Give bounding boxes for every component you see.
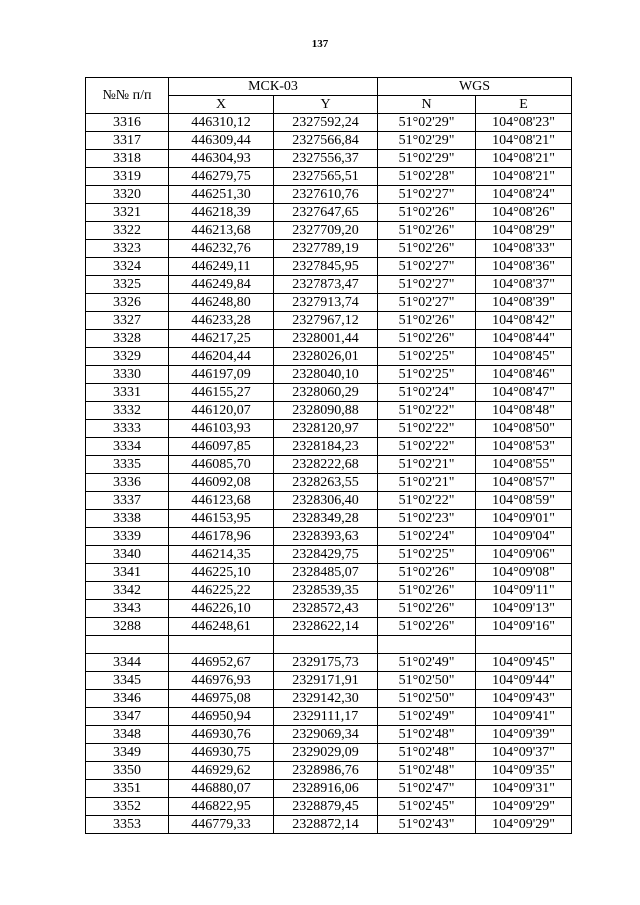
cell-e: 104°08'29" [476, 222, 572, 240]
table-row [86, 294, 572, 312]
table-row [86, 798, 572, 816]
cell-n: 51°02'21" [378, 474, 476, 492]
cell-number: 3342 [86, 582, 169, 600]
cell-n: 51°02'29" [378, 114, 476, 132]
cell-y: 2328090,88 [274, 402, 378, 420]
table-row [86, 150, 572, 168]
cell-n: 51°02'23" [378, 510, 476, 528]
cell-n: 51°02'49" [378, 654, 476, 672]
cell-x: 446248,61 [169, 618, 274, 636]
cell-x: 446952,67 [169, 654, 274, 672]
cell-x: 446213,68 [169, 222, 274, 240]
header-number: №№ п/п [86, 78, 169, 114]
header-y: Y [274, 96, 378, 114]
cell-e: 104°09'13" [476, 600, 572, 618]
cell-y: 2327709,20 [274, 222, 378, 240]
cell-e: 104°08'44" [476, 330, 572, 348]
cell-y: 2329142,30 [274, 690, 378, 708]
cell-y: 2328120,97 [274, 420, 378, 438]
cell-n: 51°02'25" [378, 348, 476, 366]
cell-y: 2327647,65 [274, 204, 378, 222]
cell-number: 3352 [86, 798, 169, 816]
cell-x: 446779,33 [169, 816, 274, 834]
cell-y: 2328184,23 [274, 438, 378, 456]
cell-number: 3330 [86, 366, 169, 384]
cell-x: 446930,76 [169, 726, 274, 744]
cell-x: 446248,80 [169, 294, 274, 312]
cell-number: 3329 [86, 348, 169, 366]
table-row [86, 672, 572, 690]
cell-x: 446310,12 [169, 114, 274, 132]
header-n: N [378, 96, 476, 114]
cell-y: 2327913,74 [274, 294, 378, 312]
cell-number: 3328 [86, 330, 169, 348]
cell-x: 446214,35 [169, 546, 274, 564]
cell-number: 3326 [86, 294, 169, 312]
cell-n: 51°02'24" [378, 384, 476, 402]
cell-n: 51°02'50" [378, 690, 476, 708]
cell-n: 51°02'28" [378, 168, 476, 186]
cell-n: 51°02'26" [378, 564, 476, 582]
cell-x: 446930,75 [169, 744, 274, 762]
cell-n: 51°02'43" [378, 816, 476, 834]
table-row [86, 744, 572, 762]
cell-y: 2329029,09 [274, 744, 378, 762]
cell-x: 446233,28 [169, 312, 274, 330]
cell-number: 3332 [86, 402, 169, 420]
cell-number: 3350 [86, 762, 169, 780]
cell-number: 3335 [86, 456, 169, 474]
cell-x: 446120,07 [169, 402, 274, 420]
cell-n: 51°02'26" [378, 618, 476, 636]
cell-x: 446929,62 [169, 762, 274, 780]
cell-n: 51°02'22" [378, 438, 476, 456]
cell-e: 104°08'21" [476, 132, 572, 150]
cell-x: 446123,68 [169, 492, 274, 510]
cell-number: 3339 [86, 528, 169, 546]
cell-e: 104°08'37" [476, 276, 572, 294]
cell-n: 51°02'21" [378, 456, 476, 474]
table-row [86, 708, 572, 726]
cell-n: 51°02'24" [378, 528, 476, 546]
cell-y: 2328986,76 [274, 762, 378, 780]
table-row [86, 780, 572, 798]
cell-n: 51°02'48" [378, 762, 476, 780]
cell-n: 51°02'27" [378, 258, 476, 276]
cell-x: 446976,93 [169, 672, 274, 690]
cell-y: 2328622,14 [274, 618, 378, 636]
cell-e: 104°09'16" [476, 618, 572, 636]
cell-y: 2328539,35 [274, 582, 378, 600]
table-row [86, 186, 572, 204]
table-row [86, 582, 572, 600]
cell-n: 51°02'48" [378, 726, 476, 744]
cell-number: 3344 [86, 654, 169, 672]
cell-e: 104°08'45" [476, 348, 572, 366]
cell-n: 51°02'50" [378, 672, 476, 690]
cell-n: 51°02'25" [378, 546, 476, 564]
cell-x: 446975,08 [169, 690, 274, 708]
cell-x: 446304,93 [169, 150, 274, 168]
cell-y: 2328872,14 [274, 816, 378, 834]
table-row [86, 564, 572, 582]
cell-y: 2329171,91 [274, 672, 378, 690]
cell-y: 2328485,07 [274, 564, 378, 582]
cell-n: 51°02'22" [378, 402, 476, 420]
cell-n: 51°02'45" [378, 798, 476, 816]
cell-n: 51°02'26" [378, 330, 476, 348]
table-row [86, 168, 572, 186]
cell-n: 51°02'27" [378, 186, 476, 204]
cell-y: 2328222,68 [274, 456, 378, 474]
cell-e: 104°08'46" [476, 366, 572, 384]
table-row [86, 204, 572, 222]
table-row [86, 546, 572, 564]
cell-e: 104°09'41" [476, 708, 572, 726]
cell-y: 2327566,84 [274, 132, 378, 150]
cell-y: 2328040,10 [274, 366, 378, 384]
cell-e: 104°09'44" [476, 672, 572, 690]
cell-y: 2327845,95 [274, 258, 378, 276]
table-row [86, 276, 572, 294]
cell-x: 446204,44 [169, 348, 274, 366]
cell-number: 3341 [86, 564, 169, 582]
cell-x [169, 636, 274, 654]
cell-n: 51°02'27" [378, 276, 476, 294]
cell-n: 51°02'26" [378, 600, 476, 618]
table-row [86, 402, 572, 420]
cell-x: 446178,96 [169, 528, 274, 546]
table-row [86, 618, 572, 636]
cell-e: 104°08'50" [476, 420, 572, 438]
header-msk03: МСК-03 [169, 78, 378, 96]
cell-x: 446232,76 [169, 240, 274, 258]
cell-y: 2327610,76 [274, 186, 378, 204]
cell-e: 104°08'36" [476, 258, 572, 276]
cell-number: 3333 [86, 420, 169, 438]
coordinates-table [85, 77, 572, 834]
header-wgs: WGS [378, 78, 572, 96]
cell-x: 446155,27 [169, 384, 274, 402]
cell-number: 3348 [86, 726, 169, 744]
cell-e: 104°09'31" [476, 780, 572, 798]
cell-x: 446085,70 [169, 456, 274, 474]
cell-x: 446103,93 [169, 420, 274, 438]
cell-number: 3345 [86, 672, 169, 690]
table-row [86, 258, 572, 276]
cell-number: 3349 [86, 744, 169, 762]
cell-e: 104°09'39" [476, 726, 572, 744]
cell-x: 446217,25 [169, 330, 274, 348]
table-row [86, 690, 572, 708]
cell-y: 2328306,40 [274, 492, 378, 510]
cell-x: 446279,75 [169, 168, 274, 186]
cell-y: 2328263,55 [274, 474, 378, 492]
cell-e: 104°08'42" [476, 312, 572, 330]
cell-n: 51°02'26" [378, 582, 476, 600]
table-row [86, 816, 572, 834]
cell-x: 446153,95 [169, 510, 274, 528]
cell-number: 3318 [86, 150, 169, 168]
cell-y: 2327565,51 [274, 168, 378, 186]
cell-n [378, 636, 476, 654]
cell-e: 104°09'37" [476, 744, 572, 762]
cell-y: 2327556,37 [274, 150, 378, 168]
cell-number: 3334 [86, 438, 169, 456]
cell-y: 2328393,63 [274, 528, 378, 546]
table-row [86, 348, 572, 366]
table-row [86, 474, 572, 492]
cell-number: 3317 [86, 132, 169, 150]
cell-e: 104°08'48" [476, 402, 572, 420]
cell-x: 446880,07 [169, 780, 274, 798]
cell-n: 51°02'22" [378, 492, 476, 510]
table-row [86, 114, 572, 132]
cell-number: 3343 [86, 600, 169, 618]
table-row [86, 312, 572, 330]
cell-x: 446226,10 [169, 600, 274, 618]
cell-e: 104°08'24" [476, 186, 572, 204]
cell-e: 104°08'47" [476, 384, 572, 402]
cell-e: 104°08'39" [476, 294, 572, 312]
cell-e: 104°09'01" [476, 510, 572, 528]
cell-number: 3351 [86, 780, 169, 798]
cell-number: 3346 [86, 690, 169, 708]
table-row [86, 636, 572, 654]
cell-n: 51°02'49" [378, 708, 476, 726]
table-row [86, 384, 572, 402]
cell-e: 104°09'29" [476, 798, 572, 816]
table-row [86, 132, 572, 150]
table-header [86, 78, 572, 114]
header-x: X [169, 96, 274, 114]
cell-e: 104°09'11" [476, 582, 572, 600]
header-e: E [476, 96, 572, 114]
cell-y: 2328572,43 [274, 600, 378, 618]
cell-number: 3338 [86, 510, 169, 528]
cell-e: 104°08'57" [476, 474, 572, 492]
cell-e: 104°09'43" [476, 690, 572, 708]
cell-y [274, 636, 378, 654]
cell-e: 104°08'53" [476, 438, 572, 456]
cell-number: 3322 [86, 222, 169, 240]
table-row [86, 240, 572, 258]
cell-e: 104°09'35" [476, 762, 572, 780]
cell-e: 104°09'29" [476, 816, 572, 834]
cell-x: 446218,39 [169, 204, 274, 222]
cell-n: 51°02'27" [378, 294, 476, 312]
cell-n: 51°02'25" [378, 366, 476, 384]
cell-x: 446092,08 [169, 474, 274, 492]
cell-n: 51°02'48" [378, 744, 476, 762]
cell-n: 51°02'26" [378, 204, 476, 222]
cell-x: 446225,22 [169, 582, 274, 600]
cell-e: 104°08'21" [476, 168, 572, 186]
cell-number: 3316 [86, 114, 169, 132]
cell-number: 3353 [86, 816, 169, 834]
cell-number: 3324 [86, 258, 169, 276]
cell-x: 446309,44 [169, 132, 274, 150]
cell-number: 3323 [86, 240, 169, 258]
table-row [86, 456, 572, 474]
cell-y: 2329069,34 [274, 726, 378, 744]
table-row [86, 528, 572, 546]
cell-x: 446950,94 [169, 708, 274, 726]
cell-n: 51°02'26" [378, 240, 476, 258]
cell-y: 2329111,17 [274, 708, 378, 726]
cell-y: 2327592,24 [274, 114, 378, 132]
cell-e: 104°09'04" [476, 528, 572, 546]
cell-x: 446822,95 [169, 798, 274, 816]
cell-y: 2328001,44 [274, 330, 378, 348]
cell-x: 446097,85 [169, 438, 274, 456]
table-row [86, 726, 572, 744]
table-row [86, 222, 572, 240]
cell-y: 2328916,06 [274, 780, 378, 798]
cell-x: 446225,10 [169, 564, 274, 582]
cell-y: 2328026,01 [274, 348, 378, 366]
cell-number [86, 636, 169, 654]
table-row [86, 762, 572, 780]
cell-number: 3327 [86, 312, 169, 330]
table-row [86, 510, 572, 528]
cell-n: 51°02'26" [378, 312, 476, 330]
table-row [86, 654, 572, 672]
cell-number: 3347 [86, 708, 169, 726]
table-row [86, 366, 572, 384]
cell-e: 104°08'26" [476, 204, 572, 222]
cell-y: 2328879,45 [274, 798, 378, 816]
cell-x: 446249,84 [169, 276, 274, 294]
cell-n: 51°02'26" [378, 222, 476, 240]
cell-n: 51°02'47" [378, 780, 476, 798]
cell-n: 51°02'29" [378, 150, 476, 168]
cell-n: 51°02'29" [378, 132, 476, 150]
cell-number: 3319 [86, 168, 169, 186]
cell-number: 3321 [86, 204, 169, 222]
table-row [86, 492, 572, 510]
cell-n: 51°02'22" [378, 420, 476, 438]
cell-e: 104°08'59" [476, 492, 572, 510]
cell-number: 3337 [86, 492, 169, 510]
cell-y: 2328349,28 [274, 510, 378, 528]
cell-x: 446197,09 [169, 366, 274, 384]
cell-number: 3320 [86, 186, 169, 204]
cell-y: 2329175,73 [274, 654, 378, 672]
cell-e: 104°08'33" [476, 240, 572, 258]
cell-e: 104°09'45" [476, 654, 572, 672]
cell-e: 104°08'55" [476, 456, 572, 474]
table-body [86, 114, 572, 834]
cell-y: 2328060,29 [274, 384, 378, 402]
cell-e: 104°09'06" [476, 546, 572, 564]
cell-y: 2327873,47 [274, 276, 378, 294]
cell-y: 2327789,19 [274, 240, 378, 258]
cell-x: 446249,11 [169, 258, 274, 276]
table-row [86, 420, 572, 438]
cell-number: 3325 [86, 276, 169, 294]
cell-x: 446251,30 [169, 186, 274, 204]
page-number: 137 [311, 38, 329, 50]
cell-number: 3340 [86, 546, 169, 564]
cell-number: 3336 [86, 474, 169, 492]
cell-y: 2327967,12 [274, 312, 378, 330]
cell-e: 104°08'21" [476, 150, 572, 168]
cell-number: 3331 [86, 384, 169, 402]
table-row [86, 330, 572, 348]
cell-e [476, 636, 572, 654]
table-row [86, 438, 572, 456]
table-row [86, 600, 572, 618]
cell-e: 104°09'08" [476, 564, 572, 582]
cell-number: 3288 [86, 618, 169, 636]
cell-e: 104°08'23" [476, 114, 572, 132]
cell-y: 2328429,75 [274, 546, 378, 564]
